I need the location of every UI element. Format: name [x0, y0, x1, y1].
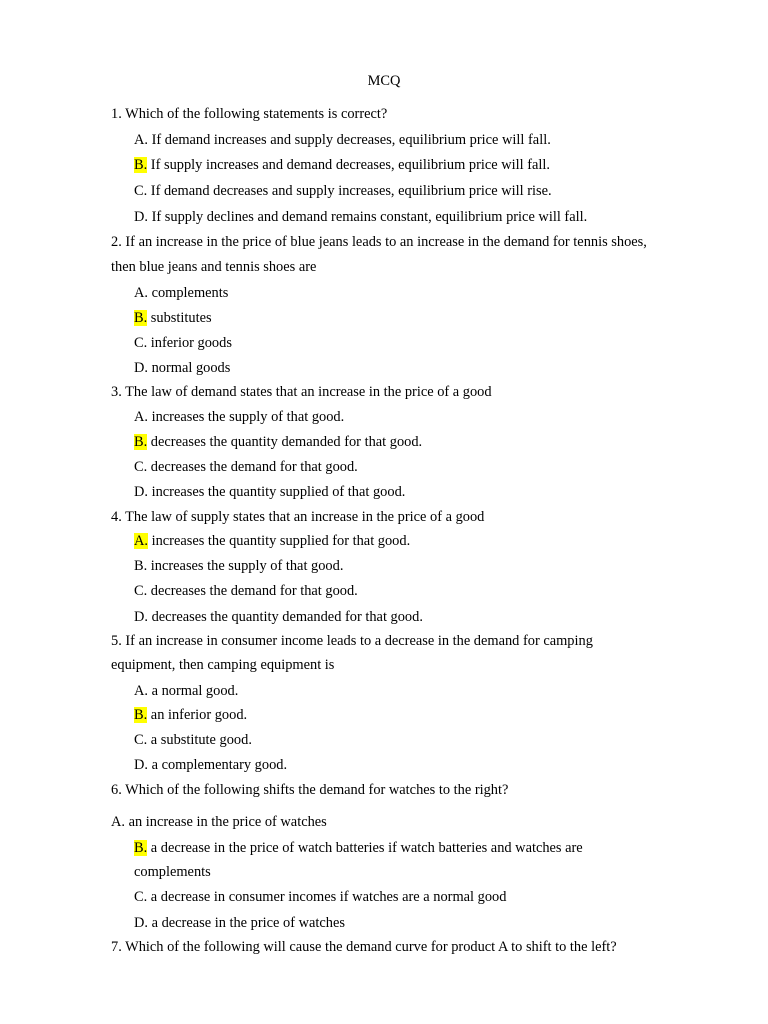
q2-option-c: C. inferior goods	[134, 335, 232, 351]
q4-option-d: D. decreases the quantity demanded for that good.	[134, 609, 423, 625]
q1-option-c: C. If demand decreases and supply increases, equilibrium price will rise.	[134, 183, 552, 199]
question-6: 6. Which of the following shifts the demand for watches to the right?	[111, 782, 509, 798]
answer-highlight: B.	[134, 840, 148, 856]
q3-option-b	[134, 433, 422, 451]
question-2-line-2: then blue jeans and tennis shoes are	[111, 259, 317, 275]
answer-highlight: A.	[134, 533, 148, 549]
question-4: 4. The law of supply states that an increase in the price of a good	[111, 509, 485, 525]
question-1: 1. Which of the following statements is correct?	[111, 106, 388, 122]
question-5-line-2: equipment, then camping equipment is	[111, 657, 335, 673]
q1-option-b-text: If supply increases and demand decreases, equilibrium price will fall.	[147, 157, 551, 173]
q3-option-d: D. increases the quantity supplied of that good.	[134, 484, 406, 500]
question-7: 7. Which of the following will cause the demand curve for product A to shift to the left?	[111, 939, 617, 955]
q1-option-d: D. If supply declines and demand remains constant, equilibrium price will fall.	[134, 209, 588, 225]
q5-option-b	[134, 706, 247, 724]
q6-option-b-text: a decrease in the price of watch batteries if watch batteries and watches are	[147, 840, 583, 856]
q6-option-a: A. an increase in the price of watches	[111, 814, 327, 830]
q3-option-b-text: decreases the quantity demanded for that good.	[147, 434, 423, 450]
q6-option-b-line-2: complements	[134, 864, 211, 880]
q5-option-a: A. a normal good.	[134, 683, 239, 699]
q3-option-a: A. increases the supply of that good.	[134, 409, 345, 425]
q1-option-a: A. If demand increases and supply decreases, equilibrium price will fall.	[134, 132, 551, 148]
q4-option-a	[134, 532, 410, 550]
q5-option-d: D. a complementary good.	[134, 757, 288, 773]
answer-highlight: B.	[134, 434, 148, 450]
q3-option-c: C. decreases the demand for that good.	[134, 459, 358, 475]
question-5-line-1: 5. If an increase in consumer income leads to a decrease in the demand for camping	[111, 633, 593, 649]
q4-option-a-text: increases the quantity supplied for that good.	[148, 533, 411, 549]
q6-option-c: C. a decrease in consumer incomes if watches are a normal good	[134, 889, 507, 905]
q2-option-b	[134, 309, 212, 327]
q5-option-b-text: an inferior good.	[147, 707, 248, 723]
answer-highlight: B.	[134, 310, 148, 326]
page-title: MCQ	[367, 73, 401, 89]
question-2-line-1: 2. If an increase in the price of blue jeans leads to an increase in the demand for tennis shoes,	[111, 234, 647, 250]
q4-option-b: B. increases the supply of that good.	[134, 558, 344, 574]
q6-option-b-line-1	[134, 839, 583, 857]
answer-highlight: B.	[134, 707, 148, 723]
q1-option-b	[134, 156, 550, 174]
q2-option-a: A. complements	[134, 285, 229, 301]
q5-option-c: C. a substitute good.	[134, 732, 252, 748]
q2-option-b-text: substitutes	[147, 310, 212, 326]
answer-highlight: B.	[134, 157, 148, 173]
q2-option-d: D. normal goods	[134, 360, 231, 376]
question-3: 3. The law of demand states that an increase in the price of a good	[111, 384, 492, 400]
q6-option-d: D. a decrease in the price of watches	[134, 915, 345, 931]
q4-option-c: C. decreases the demand for that good.	[134, 583, 358, 599]
